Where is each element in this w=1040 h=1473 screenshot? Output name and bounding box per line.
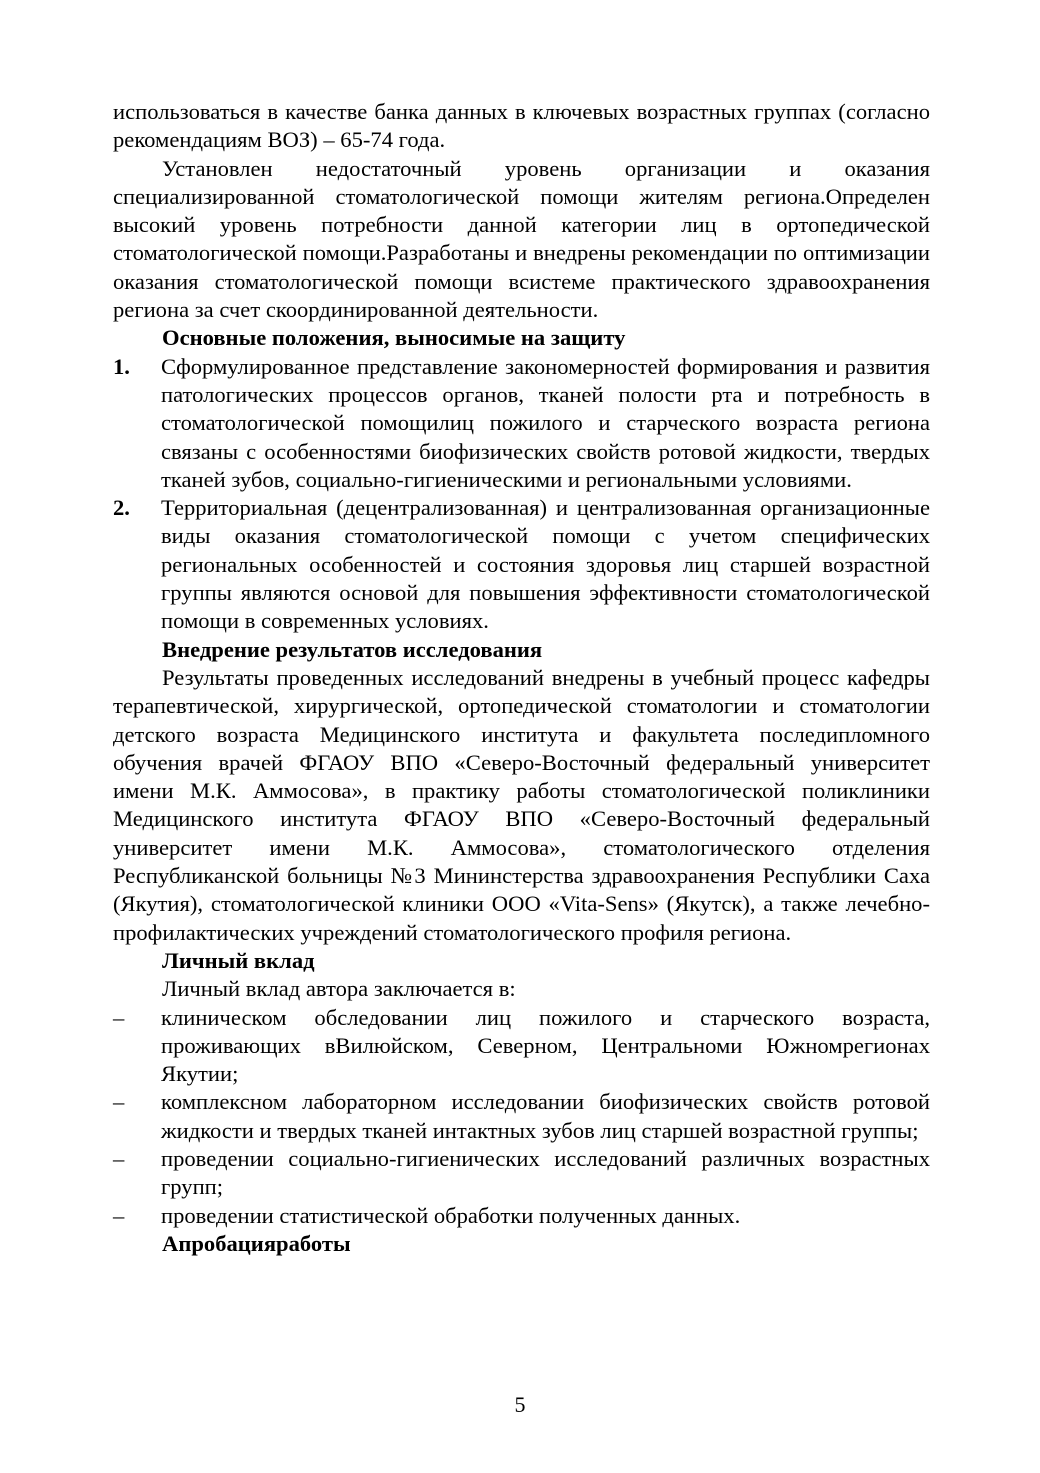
contribution-text: проведении статистической обработки полученных данных. bbox=[161, 1202, 741, 1228]
contribution-text: клиническом обследовании лиц пожилого и старческого возраста, проживающих вВилюйском, Северном, Центральноми Южномрегионах Якутии; bbox=[161, 1004, 930, 1087]
contribution-item bbox=[113, 1088, 930, 1145]
paragraph-established: Установлен недостаточный уровень организации и оказания специализированной стоматологической помощи жителям региона.Определен высокий уровень потребности данной категории лиц в ортопедической стоматологической помощи.Разработаны и внедрены рекомендации по оптимизации оказания стоматологической помощи всистеме практического здравоохранения региона за счет скоординированной деятельности. bbox=[113, 155, 930, 323]
provision-text: Сформулированное представление закономерностей формирования и развития патологических процессов органов, тканей полости рта и потребность в стоматологической помощилиц пожилого и старческого возраста региона связаны с особенностями биофизических свойств ротовой жидкости, твердых тканей зубов, социально-гигиеническими и региональными условиями. bbox=[161, 353, 930, 492]
dash-marker: – bbox=[113, 1004, 125, 1030]
paragraph-contribution-intro: Личный вклад автора заключается в: bbox=[162, 976, 516, 1002]
contribution-item bbox=[113, 1004, 930, 1089]
provision-number: 2. bbox=[113, 495, 130, 521]
paragraph-implementation: Результаты проведенных исследований внедрены в учебный процесс кафедры терапевтической, хирургической, ортопедической стоматологии и стоматологии детского возраста Медицинского института и факультета последипломного обучения врачей ФГАОУ ВПО «Северо-Восточный федеральный университет имени М.К. Аммосова», в практику работы стоматологической поликлиники Медицинского института ФГАОУ ВПО «Северо-Восточный федеральный университет имени М.К. Аммосова», стоматологического отделения Республиканской больницы №3 Мининстерства здравоохранения Республики Саха (Якутия), стоматологической клиники ООО «Vita-Sens» (Якутск), а также лечебно-профилактических учреждений стоматологического профиля региона. bbox=[113, 664, 930, 945]
contribution-item bbox=[113, 1145, 930, 1202]
dash-marker: – bbox=[113, 1089, 125, 1115]
contribution-item bbox=[113, 1202, 930, 1230]
provision-text: Территориальная (децентрализованная) и централизованная организационные виды оказания стоматологической помощи с учетом специфических региональных особенностей и состояния здоровья лиц старшей возрастной группы являются основой для повышения эффективности стоматологической помощи в современных условиях. bbox=[161, 495, 930, 634]
dash-marker: – bbox=[113, 1202, 125, 1228]
contribution-text: комплексном лабораторном исследовании биофизических свойств ротовой жидкости и твердых тканей интактных зубов лиц старшей возрастной группы; bbox=[161, 1089, 930, 1143]
contribution-text: проведении социально-гигиенических исследований различных возрастных групп; bbox=[161, 1145, 930, 1200]
heading-contribution: Личный вклад bbox=[162, 947, 315, 973]
provision-item bbox=[113, 353, 930, 494]
heading-provisions: Основные положения, выносимые на защиту bbox=[162, 325, 626, 351]
paragraph-continued: использоваться в качестве банка данных в ключевых возрастных группах (согласно рекомендациям ВОЗ) – 65-74 года. bbox=[113, 99, 930, 153]
heading-approbation: Апробацияработы bbox=[162, 1230, 351, 1256]
provision-number: 1. bbox=[113, 353, 130, 379]
document-page bbox=[113, 98, 930, 1258]
dash-marker: – bbox=[113, 1145, 125, 1171]
provision-item bbox=[113, 494, 930, 635]
page-number: 5 bbox=[514, 1392, 526, 1417]
heading-implementation: Внедрение результатов исследования bbox=[162, 636, 543, 662]
